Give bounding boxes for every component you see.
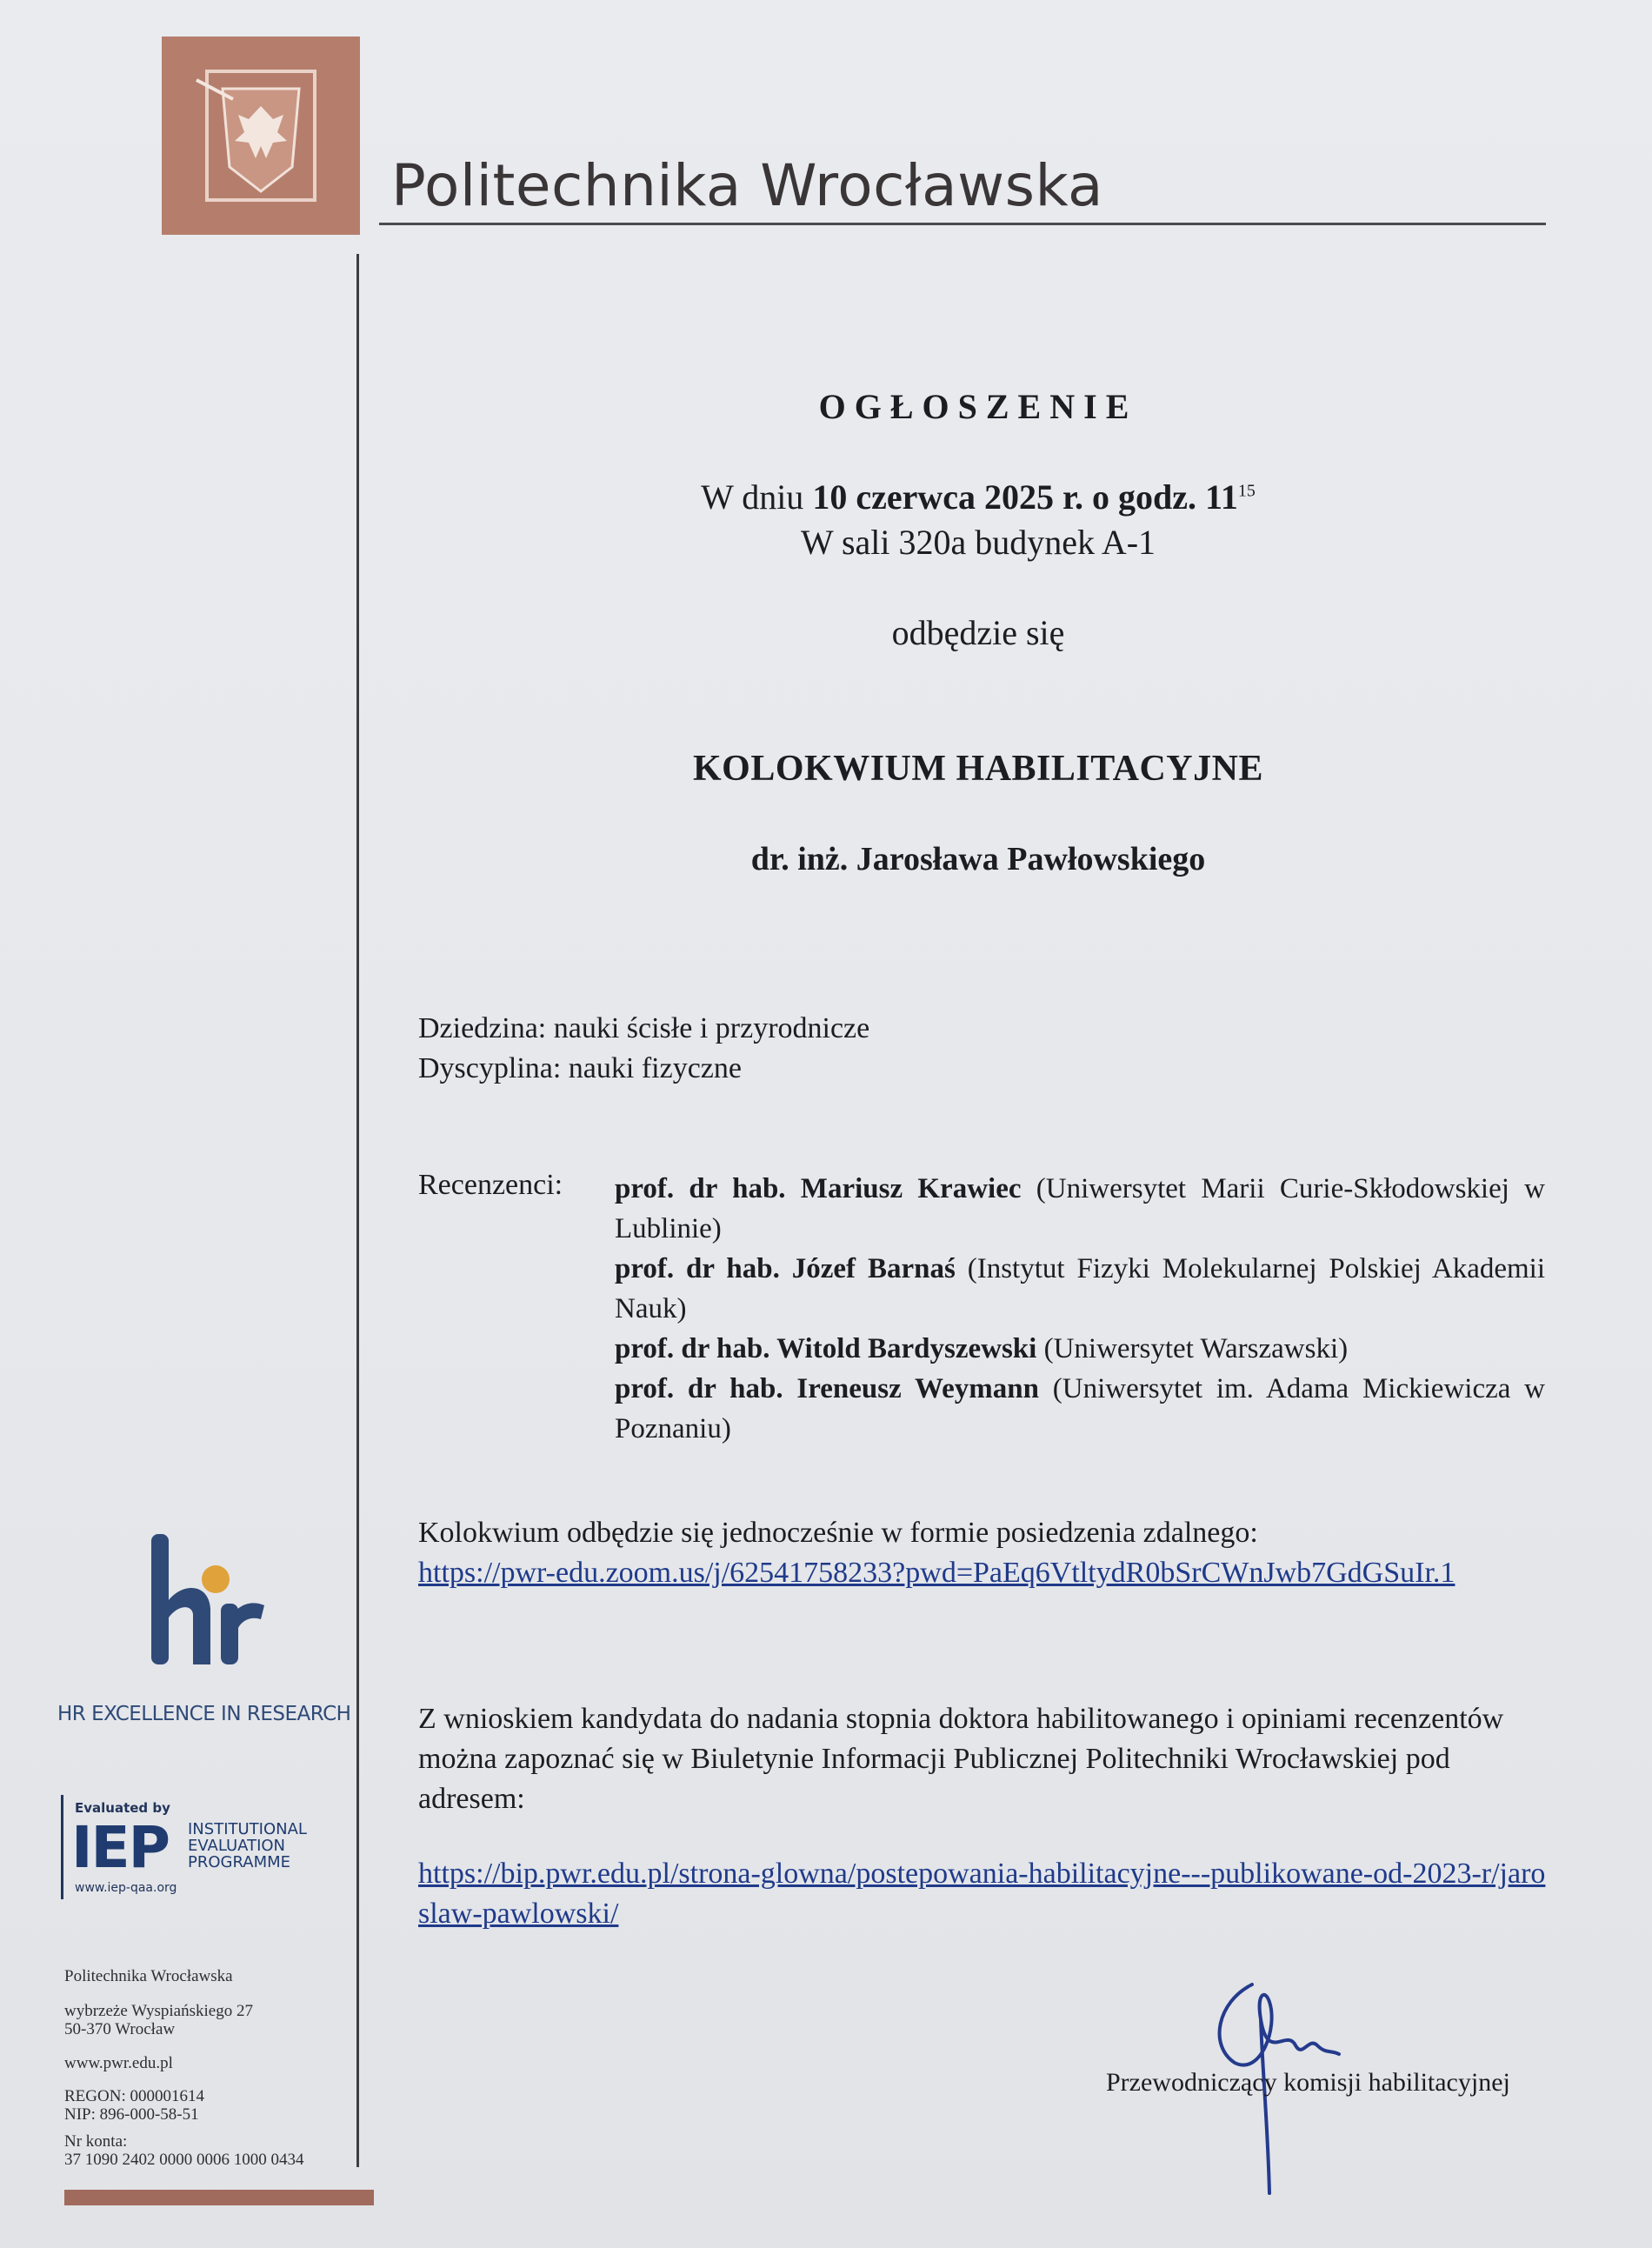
reviewer-affiliation: (Uniwersytet Warszawski) xyxy=(1036,1333,1349,1364)
iep-full-name xyxy=(188,1821,307,1871)
footer-accent-bar xyxy=(64,2190,374,2205)
hr-excellence-logo-icon xyxy=(148,1531,270,1670)
reviewer-name: prof. dr hab. Witold Bardyszewski xyxy=(615,1333,1037,1364)
date-bold: 10 czerwca 2025 r. o godz. 11 xyxy=(812,477,1238,517)
remote-meeting-text: Kolokwium odbędzie się jednocześnie w formie posiedzenia zdalnego: xyxy=(418,1517,1258,1549)
reviewer-item xyxy=(615,1169,1545,1249)
address-street: wybrzeże Wyspiańskiego 27 xyxy=(64,2002,253,2020)
reviewer-item xyxy=(615,1369,1545,1449)
address-zip: 50-370 Wrocław xyxy=(64,2020,176,2038)
reviewer-affiliation: (Uniwersytet im. Adama Mickiewicza w Poznaniu) xyxy=(615,1373,1545,1444)
iep-line: PROGRAMME xyxy=(188,1853,291,1871)
bip-info-text: Z wnioskiem kandydata do nadania stopnia doktora habilitowanego i opiniami recenzentów można zapoznać się w Biuletynie Informacji Publicznej Politechniki Wrocławskiej pod adresem: xyxy=(418,1703,1504,1815)
will-take-place: odbędzie się xyxy=(891,613,1065,652)
hr-excellence-caption: HR EXCELLENCE IN RESEARCH xyxy=(57,1703,351,1725)
discipline-line: Dyscyplina: nauki fizyczne xyxy=(418,1052,742,1084)
address-account-number: 37 1090 2402 0000 0006 1000 0434 xyxy=(64,2151,304,2169)
address-name: Politechnika Wrocławska xyxy=(64,1967,233,1985)
bip-link[interactable]: https://bip.pwr.edu.pl/strona-glowna/postepowania-habilitacyjne---publikowane-od-2023-r/jaroslaw-pawlowski/ xyxy=(418,1858,1546,1930)
iep-logo-text: IEP xyxy=(71,1814,170,1881)
address-account-label: Nr konta: xyxy=(64,2132,128,2151)
address-nip: NIP: 896-000-58-51 xyxy=(64,2105,199,2124)
university-logo xyxy=(162,37,360,235)
room-line: W sali 320a budynek A-1 xyxy=(800,523,1156,562)
reviewer-name: prof. dr hab. Mariusz Krawiec xyxy=(615,1173,1022,1204)
address-regon: REGON: 000001614 xyxy=(64,2087,204,2105)
date-prefix: W dniu xyxy=(701,477,813,517)
reviewers-label: Recenzenci: xyxy=(418,1169,563,1201)
address-website: www.pwr.edu.pl xyxy=(64,2054,173,2072)
iep-url: www.iep-qaa.org xyxy=(75,1881,177,1895)
chair-signature-label: Przewodniczący komisji habilitacyjnej xyxy=(1106,2068,1510,2097)
zoom-link[interactable]: https://pwr-edu.zoom.us/j/62541758233?pwd=PaEq6VtltydR0bSrCWnJwb7GdGSuIr.1 xyxy=(418,1557,1455,1589)
reviewer-item xyxy=(615,1249,1545,1329)
time-minutes: 15 xyxy=(1237,481,1256,501)
iep-line: EVALUATION xyxy=(188,1837,286,1855)
header-divider xyxy=(379,223,1546,225)
iep-line: INSTITUTIONAL xyxy=(188,1820,307,1838)
reviewer-item xyxy=(615,1329,1545,1369)
reviewer-name: prof. dr hab. Józef Barnaś xyxy=(615,1253,956,1284)
university-name: Politechnika Wrocławska xyxy=(391,152,1103,219)
reviewers-list xyxy=(615,1169,1545,1449)
sidebar-divider xyxy=(356,254,359,2167)
iep-evaluated-by: Evaluated by xyxy=(75,1800,170,1816)
field-line: Dziedzina: nauki ścisłe i przyrodnicze xyxy=(418,1012,870,1044)
reviewer-affiliation: (Instytut Fizyki Molekularnej Polskiej Akademii Nauk) xyxy=(615,1253,1545,1324)
date-line xyxy=(661,477,1296,517)
candidate-name: dr. inż. Jarosława Pawłowskiego xyxy=(750,841,1206,877)
reviewer-name: prof. dr hab. Ireneusz Weymann xyxy=(615,1373,1039,1404)
event-title: KOLOKWIUM HABILITACYJNE xyxy=(693,749,1263,789)
reviewer-affiliation: (Uniwersytet Marii Curie-Skłodowskiej w Lublinie) xyxy=(615,1173,1545,1244)
eagle-emblem-icon xyxy=(162,37,360,235)
announcement-title: OGŁOSZENIE xyxy=(818,387,1138,426)
